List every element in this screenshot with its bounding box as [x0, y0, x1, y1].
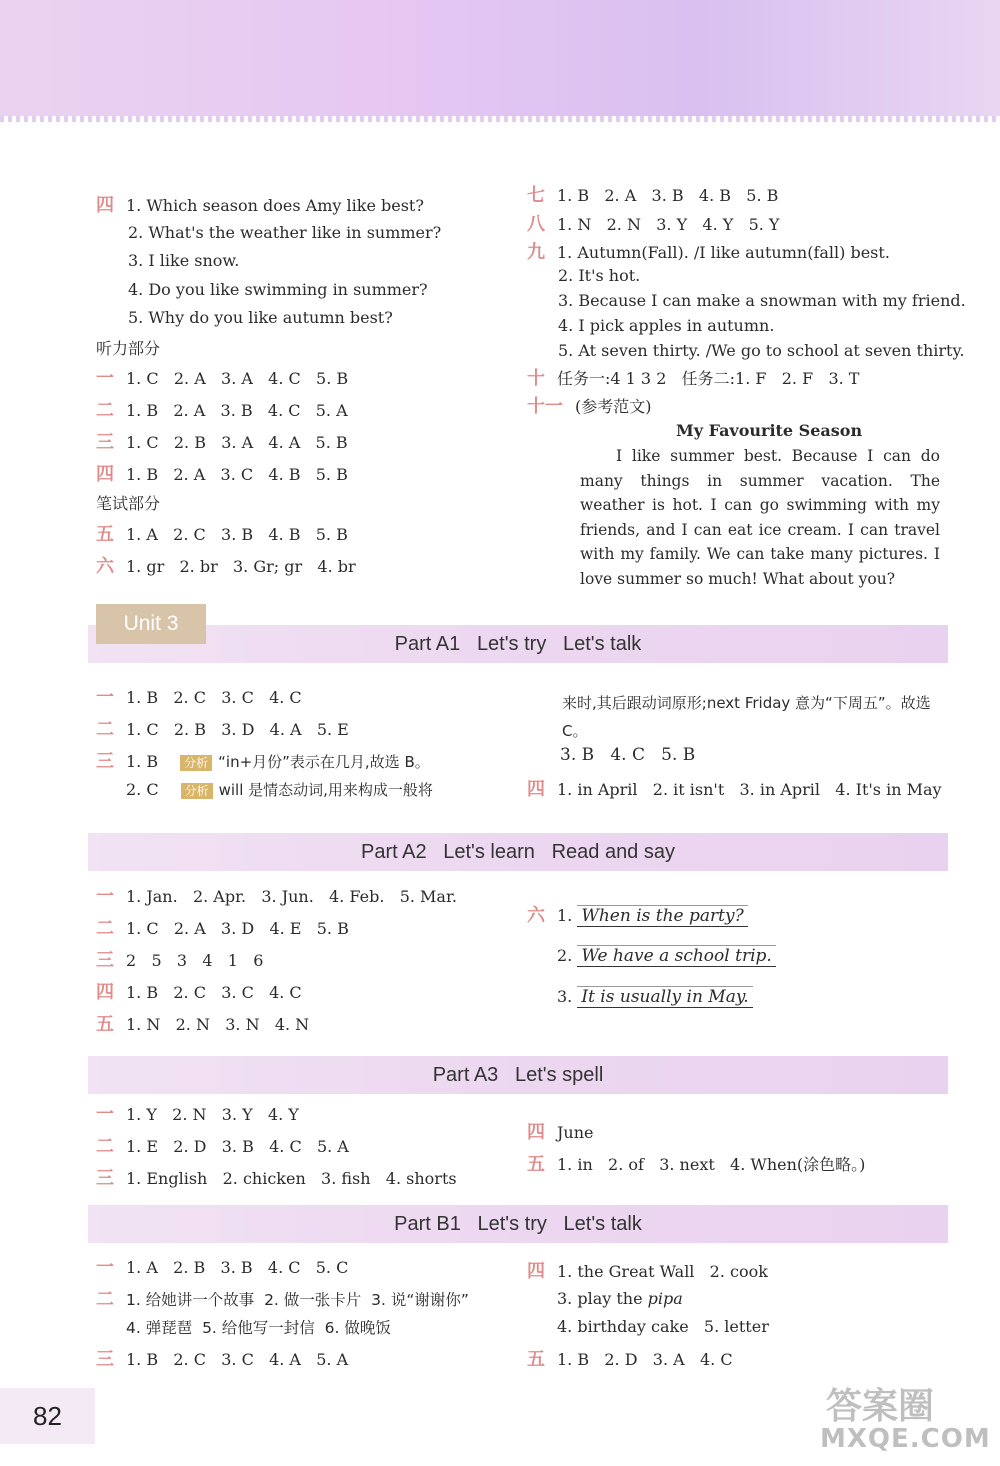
section-9-line-3: 3. Because I can make a snowman with my friend.	[558, 291, 966, 310]
listen-4: 四 1. B 2. A 3. C 4. B 5. B	[96, 464, 348, 484]
watermark-url: MXQE.COM	[820, 1424, 991, 1454]
write-6: 六 1. gr 2. br 3. Gr; gr 4. br	[96, 556, 356, 576]
section-11: 十一 (参考范文)	[527, 396, 652, 416]
section-9-line-1: 九 1. Autumn(Fall). /I like autumn(fall) best.	[527, 242, 890, 262]
writing-label: 笔试部分	[96, 494, 161, 513]
a3-q2: 二 1. E 2. D 3. B 4. C 5. A	[96, 1136, 349, 1156]
a2-q6-line-1: 六 1. When is the party?	[527, 905, 748, 926]
unit-label: Unit 3	[96, 604, 206, 644]
b1-q4-line-2: 3. play the pipa	[557, 1289, 683, 1308]
a2-q6-line-2: 2. We have a school trip.	[557, 946, 776, 966]
handwritten-answer: It is usually in May.	[577, 986, 752, 1008]
listen-2: 二 1. B 2. A 3. B 4. C 5. A	[96, 400, 348, 420]
part-a1-banner: Part A1 Let's try Let's talk	[88, 625, 948, 663]
part-a3-banner: Part A3 Let's spell	[88, 1056, 948, 1094]
a1-rest: 3. B 4. C 5. B	[560, 745, 696, 765]
a1-note-continued: 来时,其后跟动词原形;next Friday 意为“下周五”。故选 C。	[562, 694, 931, 740]
section-8: 八 1. N 2. N 3. Y 4. Y 5. Y	[527, 214, 780, 234]
section-mark: 四	[96, 195, 114, 215]
write-5: 五 1. A 2. C 3. B 4. B 5. B	[96, 524, 348, 544]
a2-q6-line-3: 3. It is usually in May.	[557, 987, 753, 1007]
b1-q3: 三 1. B 2. C 3. C 4. A 5. A	[96, 1349, 349, 1369]
a1-q1: 一 1. B 2. C 3. C 4. C	[96, 687, 302, 707]
b1-q4-line-3: 4. birthday cake 5. letter	[557, 1317, 769, 1336]
a2-q1: 一 1. Jan. 2. Apr. 3. Jun. 4. Feb. 5. Mar.	[96, 886, 457, 906]
b1-q5: 五 1. B 2. D 3. A 4. C	[527, 1349, 733, 1369]
essay-title: My Favourite Season	[676, 421, 863, 440]
b1-q4-line-1: 四 1. the Great Wall 2. cook	[527, 1261, 768, 1281]
section-4-line-3: 3. I like snow.	[128, 251, 240, 270]
a1-q2: 二 1. C 2. B 3. D 4. A 5. E	[96, 719, 349, 739]
a2-q2: 二 1. C 2. A 3. D 4. E 5. B	[96, 918, 349, 938]
a3-q1: 一 1. Y 2. N 3. Y 4. Y	[96, 1104, 299, 1124]
section-4-line-1: 四 1. Which season does Amy like best?	[96, 195, 424, 215]
analysis-tag: 分析	[181, 783, 213, 799]
a2-q4: 四 1. B 2. C 3. C 4. C	[96, 982, 302, 1002]
section-9-line-4: 4. I pick apples in autumn.	[558, 316, 775, 335]
handwritten-answer: When is the party?	[577, 905, 747, 927]
listen-3: 三 1. C 2. B 3. A 4. A 5. B	[96, 432, 348, 452]
part-b1-banner: Part B1 Let's try Let's talk	[88, 1205, 948, 1243]
section-4-line-2: 2. What's the weather like in summer?	[128, 223, 442, 242]
a1-q4: 四 1. in April 2. it isn't 3. in April 4. It's in May	[527, 779, 942, 799]
watermark-logo: 答案圈	[826, 1386, 935, 1427]
a2-q3: 三 2 5 3 4 1 6	[96, 950, 264, 970]
page-header-banner	[0, 0, 1000, 122]
a2-q5: 五 1. N 2. N 3. N 4. N	[96, 1014, 310, 1034]
analysis-tag: 分析	[180, 755, 212, 771]
handwritten-answer: We have a school trip.	[577, 945, 775, 967]
part-a2-banner: Part A2 Let's learn Read and say	[88, 833, 948, 871]
section-9-line-5: 5. At seven thirty. /We go to school at seven thirty.	[558, 341, 965, 360]
b1-q2-line-2: 4. 弹琵琶 5. 给他写一封信 6. 做晚饭	[126, 1319, 391, 1337]
section-7: 七 1. B 2. A 3. B 4. B 5. B	[527, 185, 779, 205]
a1-q3: 三 1. B 分析 “in+月份”表示在几月,故选 B。	[96, 751, 430, 771]
a3-q4: 四 June	[527, 1122, 594, 1142]
section-10: 十 任务一:4 1 3 2 任务二:1. F 2. F 3. T	[527, 368, 860, 388]
a1-q3-2: 2. C 分析 will 是情态动词,用来构成一般将	[126, 780, 433, 799]
listen-1: 一 1. C 2. A 3. A 4. C 5. B	[96, 368, 349, 388]
b1-q2-line-1: 二 1. 给她讲一个故事 2. 做一张卡片 3. 说“谢谢你”	[96, 1289, 469, 1309]
listening-label: 听力部分	[96, 339, 161, 358]
essay-body: I like summer best. Because I can do many things in summer vacation. The weather is hot. I can go swimming with my friends, and I can eat ice cream. I can travel with my family. We can take many pictures. I love summer so much! What about you?	[580, 447, 940, 588]
section-9-line-2: 2. It's hot.	[558, 266, 641, 285]
section-4-line-5: 5. Why do you like autumn best?	[128, 308, 393, 327]
section-4-line-4: 4. Do you like swimming in summer?	[128, 280, 428, 299]
b1-q1: 一 1. A 2. B 3. B 4. C 5. C	[96, 1257, 349, 1277]
page-number: 82	[0, 1388, 95, 1444]
a3-q5: 五 1. in 2. of 3. next 4. When(涂色略。)	[527, 1154, 866, 1174]
a3-q3: 三 1. English 2. chicken 3. fish 4. shorts	[96, 1168, 457, 1188]
